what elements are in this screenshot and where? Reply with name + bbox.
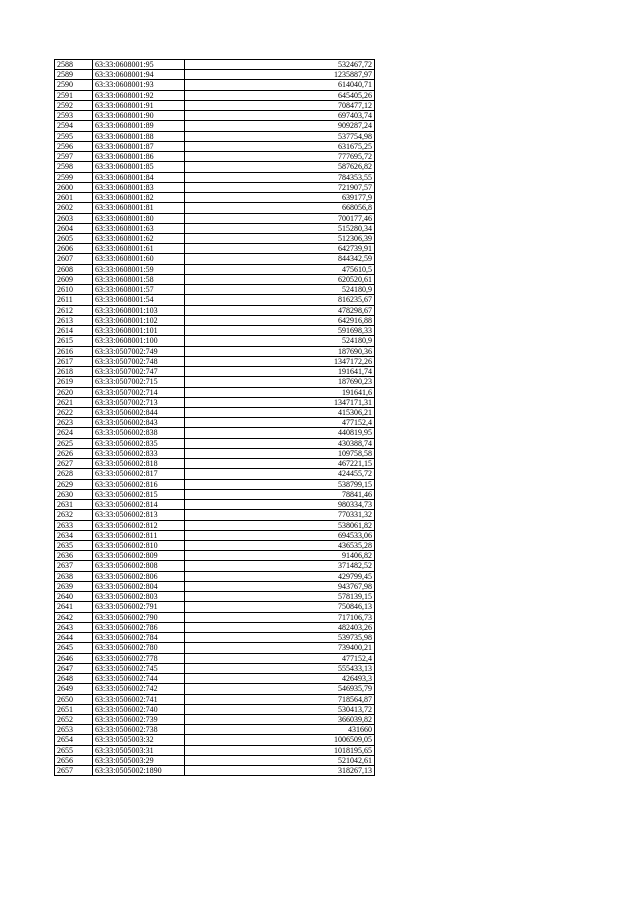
table-row <box>55 70 375 80</box>
table-row <box>55 131 375 141</box>
row-number-cell: 2609 <box>55 274 93 284</box>
cadastral-number-cell: 63:33:0608001:89 <box>93 121 185 131</box>
row-number-cell: 2630 <box>55 489 93 499</box>
cadastral-value-cell: 515280,34 <box>185 223 375 233</box>
cadastral-value-cell: 546935,79 <box>185 684 375 694</box>
row-number-cell: 2619 <box>55 377 93 387</box>
cadastral-number-cell: 63:33:0608001:63 <box>93 223 185 233</box>
row-number-cell: 2649 <box>55 684 93 694</box>
table-row <box>55 80 375 90</box>
cadastral-value-cell: 909287,24 <box>185 121 375 131</box>
row-number-cell: 2612 <box>55 305 93 315</box>
table-row <box>55 571 375 581</box>
table-row <box>55 448 375 458</box>
table-row <box>55 602 375 612</box>
cadastral-number-cell: 63:33:0506002:811 <box>93 530 185 540</box>
table-row <box>55 111 375 121</box>
row-number-cell: 2652 <box>55 715 93 725</box>
cadastral-value-cell: 477152,4 <box>185 653 375 663</box>
table-body <box>55 60 375 776</box>
row-number-cell: 2599 <box>55 172 93 182</box>
row-number-cell: 2605 <box>55 233 93 243</box>
table-row <box>55 438 375 448</box>
row-number-cell: 2640 <box>55 592 93 602</box>
cadastral-value-cell: 477152,4 <box>185 418 375 428</box>
cadastral-number-cell: 63:33:0608001:82 <box>93 193 185 203</box>
cadastral-value-cell: 431660 <box>185 725 375 735</box>
cadastral-value-cell: 78841,46 <box>185 489 375 499</box>
table-row <box>55 612 375 622</box>
table-row <box>55 162 375 172</box>
cadastral-number-cell: 63:33:0608001:60 <box>93 254 185 264</box>
table-row <box>55 346 375 356</box>
cadastral-value-cell: 538061,82 <box>185 520 375 530</box>
cadastral-number-cell: 63:33:0506002:817 <box>93 469 185 479</box>
table-row <box>55 152 375 162</box>
table-row <box>55 459 375 469</box>
table-row <box>55 725 375 735</box>
cadastral-number-cell: 63:33:0608001:94 <box>93 70 185 80</box>
cadastral-value-table <box>54 59 375 776</box>
cadastral-value-cell: 512306,39 <box>185 233 375 243</box>
cadastral-number-cell: 63:33:0506002:814 <box>93 500 185 510</box>
row-number-cell: 2606 <box>55 244 93 254</box>
row-number-cell: 2656 <box>55 755 93 765</box>
row-number-cell: 2629 <box>55 479 93 489</box>
cadastral-number-cell: 63:33:0608001:80 <box>93 213 185 223</box>
row-number-cell: 2595 <box>55 131 93 141</box>
table-row <box>55 141 375 151</box>
cadastral-value-cell: 109758,58 <box>185 448 375 458</box>
cadastral-number-cell: 63:33:0506002:739 <box>93 715 185 725</box>
row-number-cell: 2615 <box>55 336 93 346</box>
cadastral-number-cell: 63:33:0608001:91 <box>93 100 185 110</box>
cadastral-number-cell: 63:33:0608001:101 <box>93 326 185 336</box>
table-row <box>55 274 375 284</box>
row-number-cell: 2608 <box>55 264 93 274</box>
row-number-cell: 2592 <box>55 100 93 110</box>
cadastral-value-cell: 187690,23 <box>185 377 375 387</box>
table-row <box>55 60 375 70</box>
cadastral-number-cell: 63:33:0608001:88 <box>93 131 185 141</box>
table-row <box>55 203 375 213</box>
cadastral-value-cell: 191641,6 <box>185 387 375 397</box>
cadastral-number-cell: 63:33:0506002:804 <box>93 581 185 591</box>
table-row <box>55 500 375 510</box>
table-row <box>55 407 375 417</box>
cadastral-value-cell: 844342,59 <box>185 254 375 264</box>
table-row <box>55 766 375 776</box>
row-number-cell: 2651 <box>55 704 93 714</box>
table-row <box>55 336 375 346</box>
cadastral-value-cell: 1347171,31 <box>185 397 375 407</box>
table-row <box>55 715 375 725</box>
row-number-cell: 2644 <box>55 633 93 643</box>
cadastral-value-cell: 191641,74 <box>185 367 375 377</box>
cadastral-number-cell: 63:33:0506002:745 <box>93 663 185 673</box>
table-row <box>55 193 375 203</box>
cadastral-value-cell: 91406,82 <box>185 551 375 561</box>
cadastral-value-cell: 424455,72 <box>185 469 375 479</box>
cadastral-value-cell: 642739,91 <box>185 244 375 254</box>
cadastral-value-cell: 642916,88 <box>185 315 375 325</box>
table-row <box>55 223 375 233</box>
table-row <box>55 90 375 100</box>
cadastral-number-cell: 63:33:0608001:85 <box>93 162 185 172</box>
cadastral-value-cell: 1018195,65 <box>185 745 375 755</box>
row-number-cell: 2648 <box>55 674 93 684</box>
cadastral-value-cell: 578139,15 <box>185 592 375 602</box>
row-number-cell: 2611 <box>55 295 93 305</box>
table-row <box>55 674 375 684</box>
row-number-cell: 2613 <box>55 315 93 325</box>
cadastral-value-cell: 700177,46 <box>185 213 375 223</box>
row-number-cell: 2604 <box>55 223 93 233</box>
table-row <box>55 244 375 254</box>
table-row <box>55 735 375 745</box>
cadastral-number-cell: 63:33:0506002:844 <box>93 407 185 417</box>
cadastral-number-cell: 63:33:0506002:738 <box>93 725 185 735</box>
row-number-cell: 2621 <box>55 397 93 407</box>
cadastral-number-cell: 63:33:0608001:103 <box>93 305 185 315</box>
table-row <box>55 561 375 571</box>
row-number-cell: 2594 <box>55 121 93 131</box>
cadastral-value-cell: 697403,74 <box>185 111 375 121</box>
cadastral-value-cell: 631675,25 <box>185 141 375 151</box>
cadastral-number-cell: 63:33:0506002:806 <box>93 571 185 581</box>
cadastral-value-cell: 482403,26 <box>185 622 375 632</box>
cadastral-number-cell: 63:33:0505003:31 <box>93 745 185 755</box>
cadastral-number-cell: 63:33:0506002:778 <box>93 653 185 663</box>
row-number-cell: 2593 <box>55 111 93 121</box>
cadastral-value-cell: 537754,98 <box>185 131 375 141</box>
row-number-cell: 2653 <box>55 725 93 735</box>
table-row <box>55 377 375 387</box>
cadastral-value-cell: 1347172,26 <box>185 356 375 366</box>
row-number-cell: 2624 <box>55 428 93 438</box>
table-row <box>55 663 375 673</box>
cadastral-number-cell: 63:33:0506002:810 <box>93 541 185 551</box>
cadastral-number-cell: 63:33:0608001:57 <box>93 285 185 295</box>
row-number-cell: 2638 <box>55 571 93 581</box>
row-number-cell: 2596 <box>55 141 93 151</box>
table-row <box>55 530 375 540</box>
table-row <box>55 643 375 653</box>
row-number-cell: 2617 <box>55 356 93 366</box>
cadastral-number-cell: 63:33:0608001:58 <box>93 274 185 284</box>
cadastral-value-cell: 318267,13 <box>185 766 375 776</box>
cadastral-number-cell: 63:33:0506002:740 <box>93 704 185 714</box>
table-row <box>55 541 375 551</box>
table-row <box>55 653 375 663</box>
cadastral-value-cell: 1235887,97 <box>185 70 375 80</box>
table-row <box>55 326 375 336</box>
row-number-cell: 2636 <box>55 551 93 561</box>
cadastral-value-cell: 440819,95 <box>185 428 375 438</box>
cadastral-number-cell: 63:33:0608001:90 <box>93 111 185 121</box>
cadastral-value-cell: 694533,06 <box>185 530 375 540</box>
table-row <box>55 694 375 704</box>
table-row <box>55 121 375 131</box>
cadastral-value-cell: 521042,61 <box>185 755 375 765</box>
cadastral-number-cell: 63:33:0608001:93 <box>93 80 185 90</box>
cadastral-number-cell: 63:33:0507002:714 <box>93 387 185 397</box>
cadastral-value-cell: 430388,74 <box>185 438 375 448</box>
cadastral-number-cell: 63:33:0506002:786 <box>93 622 185 632</box>
cadastral-number-cell: 63:33:0608001:102 <box>93 315 185 325</box>
cadastral-number-cell: 63:33:0608001:95 <box>93 60 185 70</box>
row-number-cell: 2647 <box>55 663 93 673</box>
cadastral-number-cell: 63:33:0608001:83 <box>93 182 185 192</box>
cadastral-value-cell: 436535,28 <box>185 541 375 551</box>
table-row <box>55 592 375 602</box>
cadastral-number-cell: 63:33:0506002:790 <box>93 612 185 622</box>
cadastral-value-cell: 532467,72 <box>185 60 375 70</box>
table-row <box>55 745 375 755</box>
table-row <box>55 264 375 274</box>
row-number-cell: 2641 <box>55 602 93 612</box>
cadastral-value-cell: 717106,73 <box>185 612 375 622</box>
table-row <box>55 387 375 397</box>
cadastral-value-cell: 415306,21 <box>185 407 375 417</box>
table-row <box>55 755 375 765</box>
cadastral-number-cell: 63:33:0507002:747 <box>93 367 185 377</box>
cadastral-number-cell: 63:33:0507002:713 <box>93 397 185 407</box>
cadastral-number-cell: 63:33:0608001:59 <box>93 264 185 274</box>
table-row <box>55 295 375 305</box>
table-row <box>55 520 375 530</box>
cadastral-value-cell: 816235,67 <box>185 295 375 305</box>
table-row <box>55 551 375 561</box>
cadastral-number-cell: 63:33:0506002:833 <box>93 448 185 458</box>
row-number-cell: 2643 <box>55 622 93 632</box>
row-number-cell: 2635 <box>55 541 93 551</box>
cadastral-number-cell: 63:33:0506002:742 <box>93 684 185 694</box>
table-row <box>55 233 375 243</box>
row-number-cell: 2600 <box>55 182 93 192</box>
cadastral-number-cell: 63:33:0506002:812 <box>93 520 185 530</box>
table-row <box>55 285 375 295</box>
row-number-cell: 2628 <box>55 469 93 479</box>
cadastral-number-cell: 63:33:0506002:808 <box>93 561 185 571</box>
table-row <box>55 182 375 192</box>
cadastral-number-cell: 63:33:0608001:92 <box>93 90 185 100</box>
cadastral-number-cell: 63:33:0608001:81 <box>93 203 185 213</box>
row-number-cell: 2634 <box>55 530 93 540</box>
row-number-cell: 2590 <box>55 80 93 90</box>
cadastral-number-cell: 63:33:0608001:100 <box>93 336 185 346</box>
cadastral-value-cell: 721907,57 <box>185 182 375 192</box>
row-number-cell: 2626 <box>55 448 93 458</box>
cadastral-number-cell: 63:33:0507002:748 <box>93 356 185 366</box>
cadastral-number-cell: 63:33:0505003:29 <box>93 755 185 765</box>
row-number-cell: 2645 <box>55 643 93 653</box>
row-number-cell: 2614 <box>55 326 93 336</box>
cadastral-number-cell: 63:33:0608001:54 <box>93 295 185 305</box>
table-row <box>55 172 375 182</box>
cadastral-value-cell: 750846,13 <box>185 602 375 612</box>
table-row <box>55 684 375 694</box>
cadastral-number-cell: 63:33:0506002:843 <box>93 418 185 428</box>
row-number-cell: 2637 <box>55 561 93 571</box>
cadastral-value-cell: 739400,21 <box>185 643 375 653</box>
table-row <box>55 479 375 489</box>
cadastral-value-cell: 645405,26 <box>185 90 375 100</box>
cadastral-number-cell: 63:33:0608001:61 <box>93 244 185 254</box>
cadastral-value-cell: 770331,32 <box>185 510 375 520</box>
cadastral-value-cell: 524180,9 <box>185 285 375 295</box>
row-number-cell: 2633 <box>55 520 93 530</box>
cadastral-number-cell: 63:33:0506002:818 <box>93 459 185 469</box>
table-row <box>55 633 375 643</box>
table-row <box>55 397 375 407</box>
cadastral-value-cell: 718564,87 <box>185 694 375 704</box>
row-number-cell: 2650 <box>55 694 93 704</box>
row-number-cell: 2623 <box>55 418 93 428</box>
cadastral-value-cell: 187690,36 <box>185 346 375 356</box>
cadastral-number-cell: 63:33:0506002:741 <box>93 694 185 704</box>
cadastral-value-cell: 639177,9 <box>185 193 375 203</box>
table-row <box>55 428 375 438</box>
row-number-cell: 2589 <box>55 70 93 80</box>
table-row <box>55 489 375 499</box>
table-row <box>55 367 375 377</box>
table-row <box>55 581 375 591</box>
cadastral-number-cell: 63:33:0506002:803 <box>93 592 185 602</box>
row-number-cell: 2598 <box>55 162 93 172</box>
cadastral-number-cell: 63:33:0507002:749 <box>93 346 185 356</box>
cadastral-value-cell: 429799,45 <box>185 571 375 581</box>
cadastral-number-cell: 63:33:0507002:715 <box>93 377 185 387</box>
cadastral-number-cell: 63:33:0608001:87 <box>93 141 185 151</box>
row-number-cell: 2618 <box>55 367 93 377</box>
row-number-cell: 2620 <box>55 387 93 397</box>
cadastral-value-cell: 587626,82 <box>185 162 375 172</box>
row-number-cell: 2601 <box>55 193 93 203</box>
cadastral-number-cell: 63:33:0506002:816 <box>93 479 185 489</box>
table-row <box>55 100 375 110</box>
table-row <box>55 418 375 428</box>
cadastral-number-cell: 63:33:0505003:32 <box>93 735 185 745</box>
cadastral-value-cell: 371482,52 <box>185 561 375 571</box>
cadastral-value-cell: 530413,72 <box>185 704 375 714</box>
table-row <box>55 704 375 714</box>
row-number-cell: 2655 <box>55 745 93 755</box>
cadastral-value-cell: 1006509,05 <box>185 735 375 745</box>
cadastral-value-cell: 620520,61 <box>185 274 375 284</box>
table-row <box>55 469 375 479</box>
cadastral-value-cell: 524180,9 <box>185 336 375 346</box>
row-number-cell: 2639 <box>55 581 93 591</box>
table-row <box>55 315 375 325</box>
row-number-cell: 2642 <box>55 612 93 622</box>
cadastral-number-cell: 63:33:0506002:813 <box>93 510 185 520</box>
cadastral-number-cell: 63:33:0506002:809 <box>93 551 185 561</box>
cadastral-number-cell: 63:33:0608001:86 <box>93 152 185 162</box>
cadastral-number-cell: 63:33:0506002:835 <box>93 438 185 448</box>
cadastral-value-cell: 366039,82 <box>185 715 375 725</box>
row-number-cell: 2591 <box>55 90 93 100</box>
cadastral-value-cell: 426493,3 <box>185 674 375 684</box>
row-number-cell: 2588 <box>55 60 93 70</box>
cadastral-number-cell: 63:33:0506002:780 <box>93 643 185 653</box>
row-number-cell: 2631 <box>55 500 93 510</box>
cadastral-number-cell: 63:33:0506002:791 <box>93 602 185 612</box>
cadastral-value-cell: 777695,72 <box>185 152 375 162</box>
table-row <box>55 622 375 632</box>
cadastral-value-cell: 708477,12 <box>185 100 375 110</box>
cadastral-value-cell: 784353,55 <box>185 172 375 182</box>
cadastral-number-cell: 63:33:0608001:62 <box>93 233 185 243</box>
table-row <box>55 213 375 223</box>
cadastral-value-cell: 980334,73 <box>185 500 375 510</box>
cadastral-value-cell: 538799,15 <box>185 479 375 489</box>
row-number-cell: 2632 <box>55 510 93 520</box>
cadastral-number-cell: 63:33:0506002:838 <box>93 428 185 438</box>
cadastral-number-cell: 63:33:0506002:815 <box>93 489 185 499</box>
cadastral-value-cell: 668056,8 <box>185 203 375 213</box>
row-number-cell: 2622 <box>55 407 93 417</box>
cadastral-value-cell: 539735,98 <box>185 633 375 643</box>
cadastral-number-cell: 63:33:0608001:84 <box>93 172 185 182</box>
table-row <box>55 356 375 366</box>
row-number-cell: 2602 <box>55 203 93 213</box>
cadastral-value-cell: 467221,15 <box>185 459 375 469</box>
row-number-cell: 2597 <box>55 152 93 162</box>
row-number-cell: 2646 <box>55 653 93 663</box>
row-number-cell: 2610 <box>55 285 93 295</box>
row-number-cell: 2654 <box>55 735 93 745</box>
cadastral-number-cell: 63:33:0505002:1890 <box>93 766 185 776</box>
cadastral-value-cell: 475610,5 <box>185 264 375 274</box>
row-number-cell: 2607 <box>55 254 93 264</box>
cadastral-value-cell: 943767,98 <box>185 581 375 591</box>
cadastral-value-cell: 591698,33 <box>185 326 375 336</box>
table-row <box>55 305 375 315</box>
row-number-cell: 2616 <box>55 346 93 356</box>
row-number-cell: 2603 <box>55 213 93 223</box>
cadastral-number-cell: 63:33:0506002:784 <box>93 633 185 643</box>
cadastral-number-cell: 63:33:0506002:744 <box>93 674 185 684</box>
cadastral-value-cell: 478298,67 <box>185 305 375 315</box>
row-number-cell: 2627 <box>55 459 93 469</box>
table-row <box>55 254 375 264</box>
table-row <box>55 510 375 520</box>
row-number-cell: 2657 <box>55 766 93 776</box>
cadastral-value-cell: 555433,13 <box>185 663 375 673</box>
cadastral-value-cell: 614040,71 <box>185 80 375 90</box>
row-number-cell: 2625 <box>55 438 93 448</box>
